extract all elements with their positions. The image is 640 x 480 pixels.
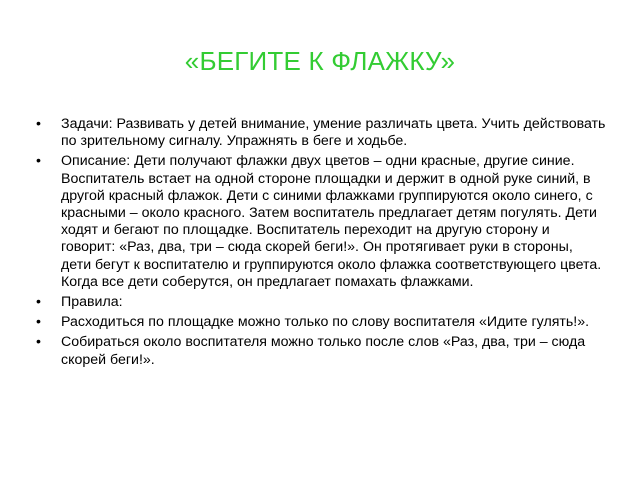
bullet-icon: • (36, 314, 41, 331)
list-item-tasks (36, 116, 606, 150)
list-item-description (36, 153, 606, 291)
bullet-icon: • (36, 294, 41, 311)
bullet-icon: • (36, 153, 41, 170)
list-item-text: Описание: Дети получают флажки двух цветов – одни красные, другие синие. Воспитатель встает на одной стороне площадки и держит в одной руке синий, в другой красный флажок. Дети с синими флажками группируются около синего, с красными – около красного. Затем воспитатель предлагает детям погулять. Дети ходят и бегают по площадке. Воспитатель переходит на другую сторону и говорит: «Раз, два, три – сюда скорей беги!». Он протягивает руки в стороны, дети бегут к воспитателю и группируются около флажка соответствующего цвета. Когда все дети соберутся, он предлагает помахать флажками. (61, 153, 602, 290)
slide-title: «БЕГИТЕ К ФЛАЖКУ» (184, 46, 456, 76)
bullet-icon: • (36, 334, 41, 351)
list-item-rule-1 (36, 314, 606, 331)
list-item-text: Собираться около воспитателя можно только после слов «Раз, два, три – сюда скорей беги!». (61, 334, 586, 368)
list-item-rules (36, 294, 606, 311)
bullet-icon: • (36, 116, 41, 132)
list-item-text: Задачи: Развивать у детей внимание, умение различать цвета. Учить действовать по зрительному сигналу. Упражнять в беге и ходьбе. (61, 116, 606, 150)
list-item-text: Правила: (61, 294, 123, 311)
list-item-rule-2 (36, 334, 606, 368)
bullet-list (36, 116, 606, 372)
list-item-text: Расходиться по площадке можно только по слову воспитателя «Идите гулять!». (61, 314, 590, 331)
